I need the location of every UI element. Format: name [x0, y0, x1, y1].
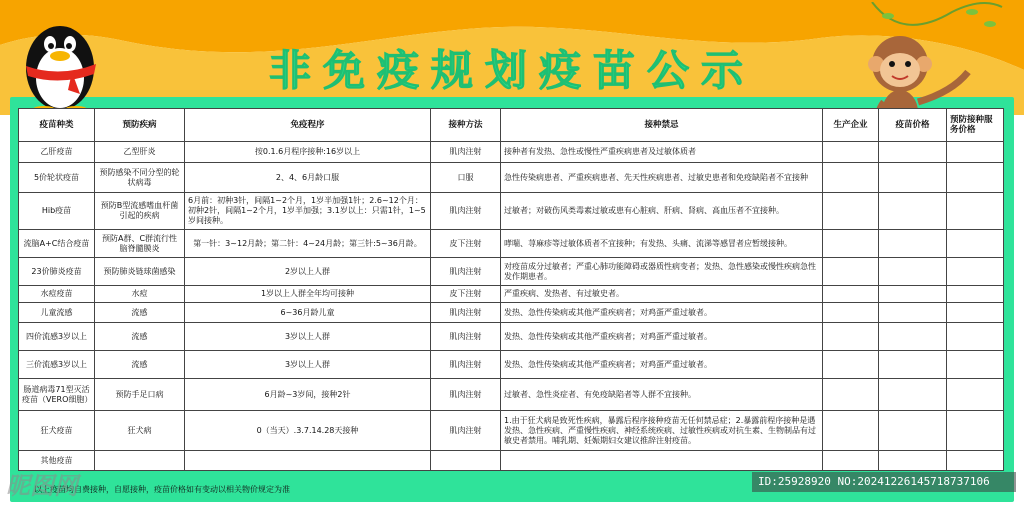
cell-price	[879, 142, 947, 163]
cell-method: 肌肉注射	[431, 351, 501, 379]
cell-disease: 预防手足口病	[95, 379, 185, 411]
penguin-icon	[18, 16, 102, 114]
cell-price	[879, 323, 947, 351]
cell-method: 肌肉注射	[431, 379, 501, 411]
cell-contraindications: 严重疾病、发热者、有过敏史者。	[501, 286, 823, 303]
cell-disease: 流感	[95, 303, 185, 323]
cell-vaccine-type: 肠道病毒71型灭活疫苗（VERO细胞）	[19, 379, 95, 411]
cell-vaccine-type: 四价流感3岁以上	[19, 323, 95, 351]
cell-manufacturer	[823, 351, 879, 379]
cell-service-price	[947, 258, 1004, 286]
header-service-price: 预防接种服务价格	[947, 109, 1004, 142]
cell-price	[879, 230, 947, 258]
cell-price	[879, 303, 947, 323]
cell-contraindications: 急性传染病患者、严重疾病患者、先天性疾病患者、过敏史患者和免疫缺陷者不宜接种	[501, 163, 823, 193]
cell-service-price	[947, 303, 1004, 323]
cell-schedule: 3岁以上人群	[185, 351, 431, 379]
header-vaccine-type: 疫苗种类	[19, 109, 95, 142]
table-row	[19, 193, 1004, 230]
cell-service-price	[947, 142, 1004, 163]
cell-service-price	[947, 379, 1004, 411]
watermark-logo: 昵图网	[6, 472, 78, 500]
cell-contraindications	[501, 451, 823, 471]
cell-disease: 乙型肝炎	[95, 142, 185, 163]
cell-vaccine-type: 其他疫苗	[19, 451, 95, 471]
cell-disease: 预防感染不同分型的轮状病毒	[95, 163, 185, 193]
cell-price	[879, 286, 947, 303]
cell-manufacturer	[823, 411, 879, 451]
cell-manufacturer	[823, 451, 879, 471]
cell-disease: 预防肺炎链球菌感染	[95, 258, 185, 286]
cell-contraindications: 哮喘、荨麻疹等过敏体质者不宜接种；有发热、头痛、流涕等感冒者应暂缓接种。	[501, 230, 823, 258]
page-title: 非免疫规划疫苗公示	[268, 46, 755, 95]
cell-price	[879, 351, 947, 379]
cell-vaccine-type: 狂犬疫苗	[19, 411, 95, 451]
cell-service-price	[947, 451, 1004, 471]
cell-method: 肌肉注射	[431, 323, 501, 351]
cell-service-price	[947, 351, 1004, 379]
table-header-row	[19, 109, 1004, 142]
cell-schedule: 6月龄~3岁间，接种2针	[185, 379, 431, 411]
header-price: 疫苗价格	[879, 109, 947, 142]
footer-note: 以上疫苗均自费接种，自愿接种，疫苗价格如有变动以相关物价规定为准	[34, 485, 290, 494]
cell-method: 肌肉注射	[431, 193, 501, 230]
cell-disease: 水痘	[95, 286, 185, 303]
cell-manufacturer	[823, 230, 879, 258]
cell-price	[879, 451, 947, 471]
cell-method: 肌肉注射	[431, 142, 501, 163]
cell-method: 肌肉注射	[431, 258, 501, 286]
cell-price	[879, 379, 947, 411]
header-schedule: 免疫程序	[185, 109, 431, 142]
cell-manufacturer	[823, 193, 879, 230]
cell-contraindications: 发热、急性传染病或其他严重疾病者；对鸡蛋严重过敏者。	[501, 351, 823, 379]
cell-service-price	[947, 163, 1004, 193]
cell-contraindications: 发热、急性传染病或其他严重疾病者；对鸡蛋严重过敏者。	[501, 323, 823, 351]
cell-schedule: 2、4、6月龄口服	[185, 163, 431, 193]
table-row	[19, 303, 1004, 323]
cell-vaccine-type: Hib疫苗	[19, 193, 95, 230]
cell-service-price	[947, 411, 1004, 451]
cell-schedule: 第一针：3~12月龄；第二针：4~24月龄；第三针:5~36月龄。	[185, 230, 431, 258]
cell-vaccine-type: 儿童流感	[19, 303, 95, 323]
cell-contraindications: 对疫苗成分过敏者；严重心肺功能障碍或器质性病变者；发热、急性感染或慢性疾病急性发作期患者。	[501, 258, 823, 286]
cell-schedule: 0（当天）.3.7.14.28天接种	[185, 411, 431, 451]
cell-vaccine-type: 23价肺炎疫苗	[19, 258, 95, 286]
cell-disease	[95, 451, 185, 471]
table-row	[19, 163, 1004, 193]
cell-disease: 狂犬病	[95, 411, 185, 451]
cell-schedule: 按0.1.6月程序接种:16岁以上	[185, 142, 431, 163]
cell-manufacturer	[823, 323, 879, 351]
cell-manufacturer	[823, 379, 879, 411]
table-row	[19, 230, 1004, 258]
table-row	[19, 351, 1004, 379]
cell-manufacturer	[823, 258, 879, 286]
cell-service-price	[947, 230, 1004, 258]
cell-method: 皮下注射	[431, 286, 501, 303]
watermark-id: ID:25928920 NO:20241226145718737106	[752, 472, 1016, 492]
header-disease: 预防疾病	[95, 109, 185, 142]
cell-disease: 预防B型流感嗜血杆菌引起的疾病	[95, 193, 185, 230]
cell-contraindications: 1.由于狂犬病是致死性疾病，暴露后程序接种疫苗无任何禁忌症；2.暴露前程序接种是遇发热、急性疾病、严重慢性疾病、神经系统疾病、过敏性疾病或对抗生素、生物制品有过敏史者禁用。哺乳期、妊娠期妇女建议推辞注射疫苗。	[501, 411, 823, 451]
header-manufacturer: 生产企业	[823, 109, 879, 142]
table-row	[19, 411, 1004, 451]
cell-vaccine-type: 三价流感3岁以上	[19, 351, 95, 379]
cell-contraindications: 接种者有发热、急性或慢性严重疾病患者及过敏体质者	[501, 142, 823, 163]
cell-manufacturer	[823, 303, 879, 323]
cell-method: 皮下注射	[431, 230, 501, 258]
cell-vaccine-type: 流脑A+C结合疫苗	[19, 230, 95, 258]
cell-disease: 流感	[95, 351, 185, 379]
table-row	[19, 323, 1004, 351]
cell-schedule: 6月前：初种3针，间隔1~2个月，1岁半加强1针；2.6~12个月：初种2针，间隔1~2个月，1岁半加强；3.1岁以上：只需1针，1~5岁间接种。	[185, 193, 431, 230]
cell-method: 肌肉注射	[431, 411, 501, 451]
header-method: 接种方法	[431, 109, 501, 142]
cell-service-price	[947, 286, 1004, 303]
cell-method: 肌肉注射	[431, 303, 501, 323]
header-contraindications: 接种禁忌	[501, 109, 823, 142]
vaccine-table	[18, 108, 1004, 471]
cell-schedule: 6~36月龄儿童	[185, 303, 431, 323]
table-row	[19, 451, 1004, 471]
cell-price	[879, 411, 947, 451]
cell-contraindications: 过敏者、急性炎症者、有免疫缺陷者等人群不宜接种。	[501, 379, 823, 411]
cell-schedule	[185, 451, 431, 471]
cell-schedule: 2岁以上人群	[185, 258, 431, 286]
cell-disease: 预防A群、C群流行性脑脊髓膜炎	[95, 230, 185, 258]
cell-manufacturer	[823, 286, 879, 303]
cell-price	[879, 163, 947, 193]
table-row	[19, 379, 1004, 411]
table-row	[19, 286, 1004, 303]
table-row	[19, 258, 1004, 286]
cell-vaccine-type: 乙肝疫苗	[19, 142, 95, 163]
cell-disease: 流感	[95, 323, 185, 351]
cell-vaccine-type: 水痘疫苗	[19, 286, 95, 303]
cell-price	[879, 193, 947, 230]
cell-service-price	[947, 323, 1004, 351]
cell-method: 口服	[431, 163, 501, 193]
cell-schedule: 1岁以上人群全年均可接种	[185, 286, 431, 303]
cell-method	[431, 451, 501, 471]
table-row	[19, 142, 1004, 163]
cell-price	[879, 258, 947, 286]
cell-vaccine-type: 5价轮状疫苗	[19, 163, 95, 193]
cell-service-price	[947, 193, 1004, 230]
cell-schedule: 3岁以上人群	[185, 323, 431, 351]
cell-contraindications: 发热、急性传染病或其他严重疾病者；对鸡蛋严重过敏者。	[501, 303, 823, 323]
cell-contraindications: 过敏者；对破伤风类毒素过敏或患有心脏病、肝病、肾病、高血压者不宜接种。	[501, 193, 823, 230]
cell-manufacturer	[823, 142, 879, 163]
cell-manufacturer	[823, 163, 879, 193]
